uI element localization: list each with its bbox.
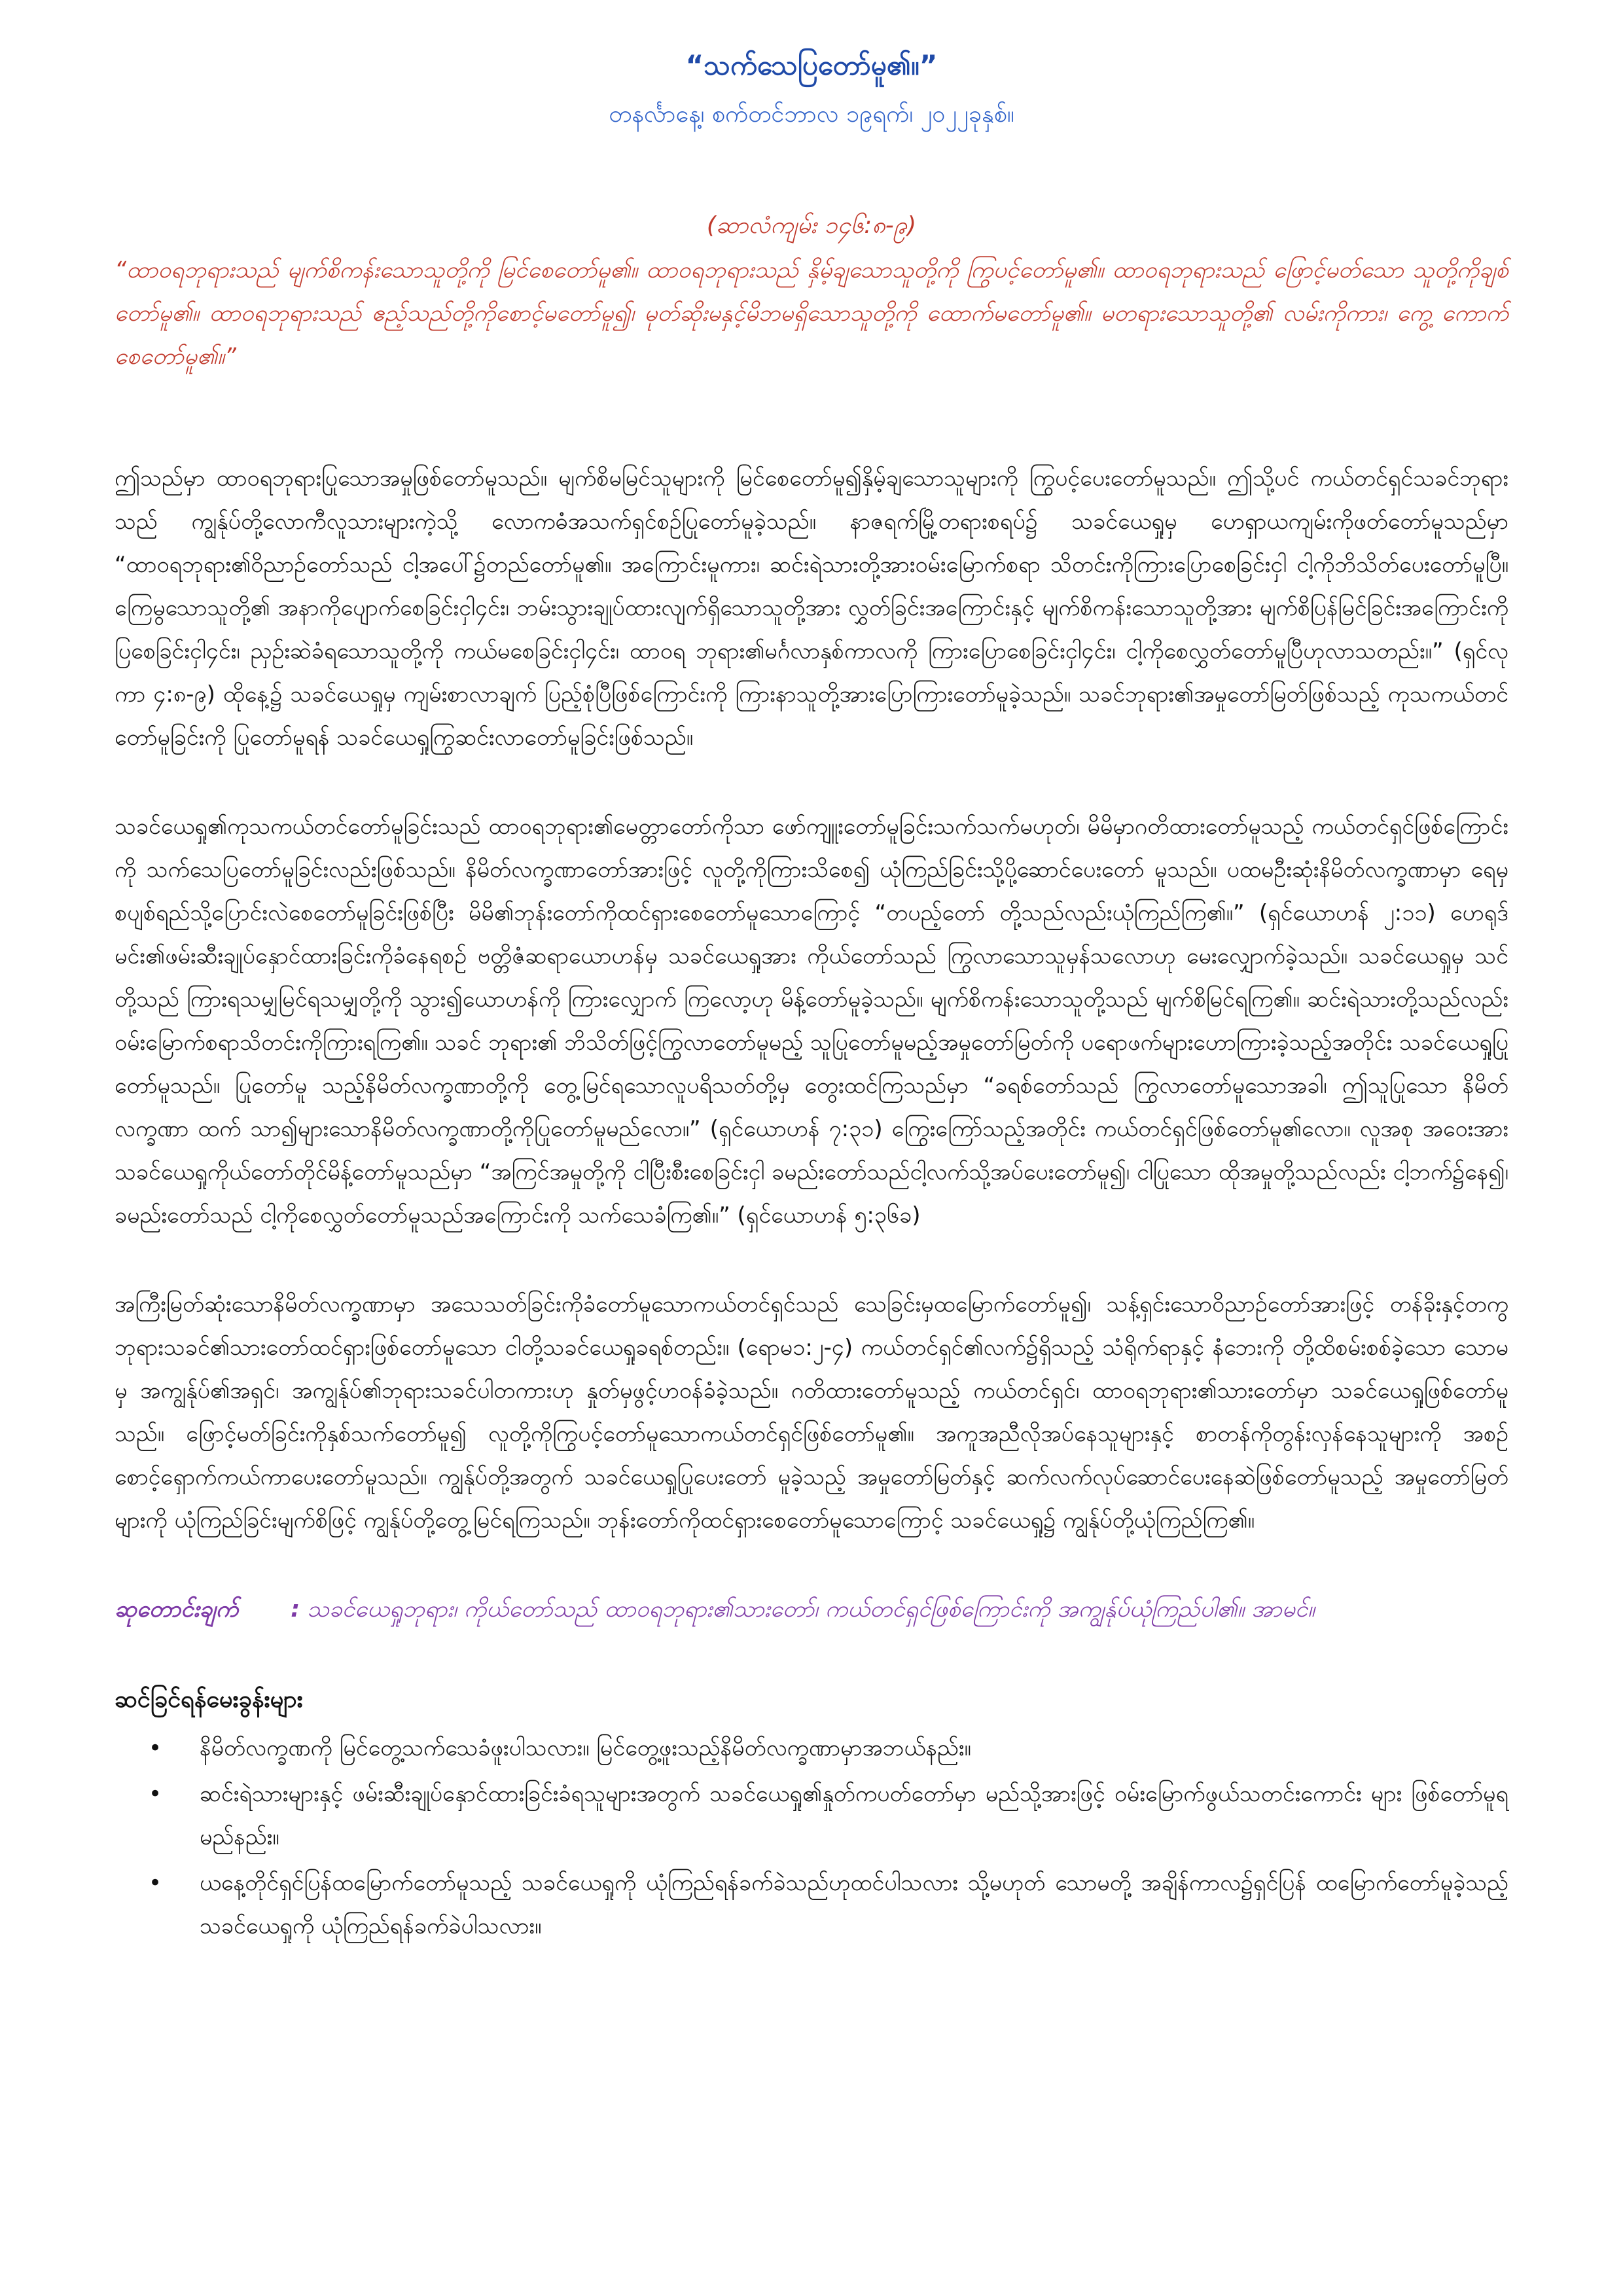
page-title: “သက်သေပြတော်မူ၏။” — [685, 49, 938, 81]
devotional-page — [115, 39, 1508, 1950]
question-text: နိမိတ်လက္ခဏကို မြင်တွေ့သက်သေခံဖူးပါသလား။ မြင်တွေ့ဖူးသည့်နိမိတ်လက္ခဏာမှာအဘယ်နည်း။ — [200, 1735, 971, 1761]
prayer-text: သခင်ယေရှုဘုရား၊ ကိုယ်တော်သည် ထာဝရဘုရား၏သားတော်၊ ကယ်တင်ရှင်ဖြစ်ကြောင်းကို အကျွန်ုပ်ယုံကြည်ပါ၏။ အာမင်။ — [307, 1596, 1315, 1623]
question-item — [115, 1727, 1508, 1770]
question-item — [115, 1772, 1508, 1859]
body-paragraph-3: အကြီးမြတ်ဆုံးသောနိမိတ်လက္ခဏာမှာ အသေသတ်ခြင်းကိုခံတော်မူသောကယ်တင်ရှင်သည် သေခြင်းမှထမြောက်တော်မူ၍၊ သန့်ရှင်းသောဝိညာဉ်တော်အားဖြင့် တန်ခိုးနှင့်တကွ ဘုရားသခင်၏သားတော်ထင်ရှားဖြစ်တော်မူသော ငါတို့သခင်ယေရှုခရစ်တည်း။ (ရောမ၁:၂-၄) ကယ်တင်ရှင်၏လက်၌ရှိသည့် သံရိုက်ရာနှင့် နံဘေးကို တို့ထိစမ်းစစ်ခဲ့သော သောမမှ အကျွန်ုပ်၏အရှင်၊ အကျွန်ုပ်၏ဘုရားသခင်ပါတကားဟု နှုတ်မှဖွင့်ဟဝန်ခံခဲ့သည်။ ဂတိထားတော်မူသည့် ကယ်တင်ရှင်၊ ထာဝရဘုရား၏သားတော်မှာ သခင်ယေရှုဖြစ်တော်မူသည်။ ဖြောင့်မတ်ခြင်းကိုနှစ်သက်တော်မူ၍ လူတို့ကိုကြွပင့်တော်မူသောကယ်တင်ရှင်ဖြစ်တော်မူ၏။ အကူအညီလိုအပ်နေသူများနှင့် စာတန်ကိုတွန်းလှန်နေသူများကို အစဉ်စောင့်ရှောက်ကယ်ကာပေးတော်မူသည်။ ကျွန်ုပ်တို့အတွက် သခင်ယေရှုပြုပေးတော် မူခဲ့သည့် အမှုတော်မြတ်နှင့် ဆက်လက်လုပ်ဆောင်ပေးနေဆဲဖြစ်တော်မူသည့် အမှုတော်မြတ်များကို ယုံကြည်ခြင်းမျက်စိဖြင့် ကျွန်ုပ်တို့တွေ့မြင်ရကြသည်။ ဘုန်းတော်ကိုထင်ရှားစေတော်မူသောကြောင့် သခင်ယေရှု၌ ကျွန်ုပ်တို့ယုံကြည်ကြ၏။ — [115, 1291, 1508, 1534]
scripture-reference: (ဆာလံကျမ်း ၁၄၆:၈-၉) — [706, 212, 917, 239]
questions-list — [115, 1727, 1508, 1948]
question-text: ယနေ့တိုင်ရှင်ပြန်ထမြောက်တော်မူသည့် သခင်ယေရှုကို ယုံကြည်ရန်ခက်ခဲသည်ဟုထင်ပါသလား သို့မဟုတ် သောမတို့ အချိန်ကာလ၌ရှင်ပြန် ထမြောက်တော်မူခဲ့သည့်သခင်ယေရှုကို ယုံကြည်ရန်ခက်ခဲပါသလား။ — [200, 1870, 1508, 1939]
prayer-label: ဆုတောင်းချက် — [115, 1596, 239, 1623]
question-text: ဆင်းရဲသားများနှင့် ဖမ်းဆီးချုပ်နှောင်ထားခြင်းခံရသူများအတွက် သခင်ယေရှု၏နှုတ်ကပတ်တော်မှာ မည်သို့အားဖြင့် ဝမ်းမြောက်ဖွယ်သတင်းကောင်း များ ဖြစ်တော်မူရမည်နည်း။ — [200, 1781, 1508, 1850]
bullet-icon: • — [149, 1735, 162, 1761]
question-item — [115, 1861, 1508, 1948]
scripture-text: “ထာဝရဘုရားသည် မျက်စိကန်းသောသူတို့ကို မြင်စေတော်မူ၏။ ထာဝရဘုရားသည် နှိမ့်ချသောသူတို့ကို ကြွပင့်တော်မူ၏။ ထာဝရဘုရားသည် ဖြောင့်မတ်သော သူတို့ကိုချစ်တော်မူ၏။ ထာဝရဘုရားသည် ဧည့်သည်တို့ကိုစောင့်မတော်မူ၍၊ မုတ်ဆိုးမနှင့်မိဘမရှိသောသူတို့ကို ထောက်မတော်မူ၏။ မတရားသောသူတို့၏ လမ်းကိုကား၊ ကွေ့ ကောက်စေတော်မူ၏။” — [115, 257, 1508, 370]
prayer-section — [115, 1588, 1508, 1631]
date-line: တနင်္လာနေ့၊ စက်တင်ဘာလ ၁၉ရက်၊ ၂၀၂၂ခုနှစ်။ — [609, 101, 1014, 128]
bullet-icon: • — [149, 1870, 162, 1896]
body-paragraph-1: ဤသည်မှာ ထာဝရဘုရားပြုသောအမှုဖြစ်တော်မူသည်။ မျက်စိမမြင်သူများကို မြင်စေတော်မူ၍နှိမ့်ချသောသူများကို ကြွပင့်ပေးတော်မူသည်။ ဤသို့ပင် ကယ်တင်ရှင်သခင်ဘုရားသည် ကျွန်ုပ်တို့လောကီလူသားများကဲ့သို့ လောကဓံအသက်ရှင်စဉ်ပြုတော်မူခဲ့သည်။ နာဇရက်မြို့တရားစရပ်၌ သခင်ယေရှုမှ ဟေရှာယကျမ်းကိုဖတ်တော်မူသည်မှာ “ထာဝရဘုရား၏ဝိညာဉ်တော်သည် ငါ့အပေါ်၌တည်တော်မူ၏။ အကြောင်းမူကား၊ ဆင်းရဲသားတို့အားဝမ်းမြောက်စရာ သိတင်းကိုကြားပြောစေခြင်းငှါ ငါ့ကိုဘိသိတ်ပေးတော်မူပြီ။ ကြေမွသောသူတို့၏ အနာကိုပျောက်စေခြင်းငှါ၄င်း၊ ဘမ်းသွားချုပ်ထားလျက်ရှိသောသူတို့အား လွှတ်ခြင်းအကြောင်းနှင့် မျက်စိကန်းသောသူတို့အား မျက်စိပြန်မြင်ခြင်းအကြောင်းကိုပြစေခြင်းငှါ၄င်း၊ ညှဉ်းဆဲခံရသောသူတို့ကို ကယ်မစေခြင်းငှါ၄င်း၊ ထာဝရ ဘုရား၏မင်္ဂလာနှစ်ကာလကို ကြားပြောစေခြင်းငှါ၄င်း၊ ငါ့ကိုစေလွှတ်တော်မူပြီဟုလာသတည်း။” (ရှင်လုကာ ၄:၈-၉) ထိုနေ့၌ သခင်ယေရှုမှ ကျမ်းစာလာချက် ပြည့်စုံပြီဖြစ်ကြောင်းကို ကြားနာသူတို့အားပြောကြားတော်မူခဲ့သည်။ သခင်ဘုရား၏အမှုတော်မြတ်ဖြစ်သည့် ကုသကယ်တင်တော်မူခြင်းကို ပြုတော်မူရန် သခင်ယေရှုကြွဆင်းလာတော်မူခြင်းဖြစ်သည်။ — [115, 465, 1508, 751]
questions-heading: ဆင်ခြင်ရန်မေးခွန်းများ — [115, 1686, 303, 1713]
bullet-icon: • — [149, 1781, 162, 1807]
body-paragraph-2: သခင်ယေရှု၏ကုသကယ်တင်တော်မူခြင်းသည် ထာဝရဘုရား၏မေတ္တာတော်ကိုသာ ဖော်ကျူးတော်မူခြင်းသက်သက်မဟုတ်၊ မိမိမှာဂတိထားတော်မူသည့် ကယ်တင်ရှင်ဖြစ်ကြောင်းကို သက်သေပြတော်မူခြင်းလည်းဖြစ်သည်။ နိမိတ်လက္ခဏာတော်အားဖြင့် လူတို့ကိုကြားသိစေ၍ ယုံကြည်ခြင်းသို့ပို့ဆောင်ပေးတော် မူသည်။ ပထမဦးဆုံးနိမိတ်လက္ခဏာမှာ ရေမှစပျစ်ရည်သို့ပြောင်းလဲစေတော်မူခြင်းဖြစ်ပြီး မိမိ၏ဘုန်းတော်ကိုထင်ရှားစေတော်မူသောကြောင့် “တပည့်တော် တို့သည်လည်းယုံကြည်ကြ၏။” (ရှင်ယောဟန် ၂:၁၁) ဟေရုဒ်မင်း၏ဖမ်းဆီးချုပ်နှောင်ထားခြင်းကိုခံနေရစဉ် ဗတ္တိဇံဆရာယောဟန်မှ သခင်ယေရှုအား ကိုယ်တော်သည် ကြွလာသောသူမှန်သလောဟု မေးလျှောက်ခဲ့သည်။ သခင်ယေရှုမှ သင်တို့သည် ကြားရသမျှမြင်ရသမျှတို့ကို သွား၍ယောဟန်ကို ကြားလျှောက် ကြလော့ဟု မိန့်တော်မူခဲ့သည်။ မျက်စိကန်းသောသူတို့သည် မျက်စိမြင်ရကြ၏။ ဆင်းရဲသားတို့သည်လည်း ဝမ်းမြောက်စရာသိတင်းကိုကြားရကြ၏။ သခင် ဘုရား၏ ဘိသိတ်ဖြင့်ကြွလာတော်မူမည့် သူပြုတော်မူမည့်အမှုတော်မြတ်ကို ပရောဖက်များဟောကြားခဲ့သည့်အတိုင်း သခင်ယေရှုပြုတော်မူသည်။ ပြုတော်မူ သည့်နိမိတ်လက္ခဏာတို့ကို တွေ့မြင်ရသောလူပရိသတ်တို့မှ တွေးထင်ကြသည်မှာ “ခရစ်တော်သည် ကြွလာတော်မူသောအခါ၊ ဤသူပြုသော နိမိတ်လက္ခဏာ ထက် သာ၍များသောနိမိတ်လက္ခဏာတို့ကိုပြုတော်မူမည်လော။” (ရှင်ယောဟန် ၇:၃၁) ကြွေးကြော်သည့်အတိုင်း ကယ်တင်ရှင်ဖြစ်တော်မူ၏လော။ လူအစု အဝေးအား သခင်ယေရှုကိုယ်တော်တိုင်မိန့်တော်မူသည်မှာ “အကြင်အမှုတို့ကို ငါပြီးစီးစေခြင်းငှါ ခမည်းတော်သည်ငါ့လက်သို့အပ်ပေးတော်မူ၍၊ ငါပြုသော ထိုအမှုတို့သည်လည်း ငါ့ဘက်၌နေ၍၊ ခမည်းတော်သည် ငါ့ကိုစေလွှတ်တော်မူသည်အကြောင်းကို သက်သေခံကြ၏။” (ရှင်ယောဟန် ၅:၃၆ခ) — [115, 814, 1508, 1229]
prayer-colon: : — [291, 1596, 300, 1623]
